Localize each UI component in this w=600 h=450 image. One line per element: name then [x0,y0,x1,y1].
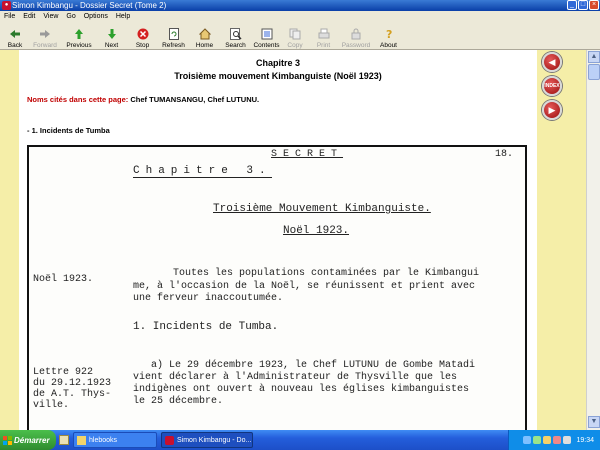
quick-launch-icon[interactable] [59,435,69,445]
document-page [19,50,537,430]
password-button[interactable]: Password [339,23,373,50]
tray-icon[interactable] [553,436,561,444]
menu-edit[interactable]: Edit [23,13,36,20]
window-controls [567,0,599,10]
menu-file[interactable]: File [4,13,16,20]
quick-launch [59,435,69,445]
scan-margin-date: Noël 1923. [33,274,94,285]
arrow-right-icon: ▶ [548,105,556,115]
tray-icon[interactable] [543,436,551,444]
scan-noel: Noël 1923. [283,225,350,237]
scan-secret: SECRET [271,149,344,160]
scan-section: 1. Incidents de Tumba. [133,321,279,333]
start-button[interactable]: Démarrer [0,430,56,450]
app-icon [165,436,174,445]
cited-names-value: Chef TUMANSANGU, Chef LUTUNU. [130,95,260,104]
scan-page-number: 18. [495,149,514,160]
prev-page-button[interactable] [542,52,562,72]
minimize-button[interactable]: _ [567,0,577,10]
refresh-icon [168,28,180,40]
app-icon: ● [2,1,11,10]
print-button[interactable]: Print [308,23,339,50]
volume-icon[interactable] [563,436,571,444]
contents-icon [261,28,273,40]
print-icon [318,28,330,40]
chapter-subtitle: Troisième mouvement Kimbanguiste (Noël 1923) [174,71,382,81]
scan-lettre-2: du 29.12.1923 [33,378,112,389]
svg-text:?: ? [385,28,392,40]
forward-button[interactable]: Forward [28,23,62,50]
section-link[interactable]: - 1. Incidents de Tumba [27,126,110,135]
scroll-up-icon[interactable]: ▲ [588,51,600,63]
menu-options[interactable]: Options [83,13,108,20]
scan-lettre-1: Lettre 922 [33,367,94,378]
toolbar [0,23,600,50]
copy-button[interactable]: Copy [282,23,308,50]
back-button[interactable]: Back [2,23,28,50]
window-title: Simon Kimbangu - Dossier Secret (Tome 2) [12,1,167,10]
home-button[interactable]: Home [189,23,220,50]
scroll-down-icon[interactable]: ▼ [588,416,600,428]
back-arrow-icon [9,28,21,40]
scan-para2-line4: le 25 décembre. [133,396,224,407]
home-icon [199,28,211,40]
search-button[interactable]: Search [220,23,251,50]
menu-go[interactable]: Go [66,13,76,20]
close-button[interactable]: × [589,0,599,10]
next-button[interactable]: Next [96,23,127,50]
about-button[interactable]: ? About [380,28,397,49]
taskbar-item-hlebooks[interactable]: hlebooks [73,432,157,448]
stop-icon [137,28,149,40]
scan-para1-line3: une ferveur inaccoutumée. [133,293,284,304]
scan-para1-line1: Toutes les populations contaminées par le Kimbangui [173,268,480,279]
maximize-button[interactable]: □ [578,0,588,10]
stop-button[interactable]: Stop [127,23,158,50]
vertical-scrollbar[interactable] [586,50,600,430]
scan-heading: Troisième Mouvement Kimbanguiste. [213,203,431,215]
menu-help[interactable]: Help [115,13,131,20]
system-tray [508,430,600,450]
scan-lettre-4: ville. [33,400,70,411]
cited-names [27,95,259,104]
up-arrow-icon [73,28,85,40]
scan-para1-line2: me, à l'occasion de la Noël, se réunissent et prient avec [133,281,476,292]
scan-para2-line1: a) Le 29 décembre 1923, le Chef LUTUNU de Gombe Matadi [151,360,476,371]
network-icon[interactable] [523,436,531,444]
forward-arrow-icon [39,28,51,40]
scan-chapter: Chapitre 3. [133,165,272,177]
search-icon [230,28,242,40]
folder-icon [77,436,86,445]
down-arrow-icon [106,28,118,40]
contents-button[interactable]: Contents [251,23,282,50]
scan-para2-line3: indigènes ont ouvert à nouveau les églises kimbanguistes [133,384,470,395]
scanned-document [27,145,527,430]
scan-para2-line2: vient déclarer à l'Administrateur de Thysville que les [133,372,458,383]
taskbar-item-simon-kimbangu[interactable]: Simon Kimbangu - Do... [161,432,253,448]
scroll-thumb[interactable] [588,64,600,80]
password-icon [350,28,362,40]
index-button[interactable]: INDEX [542,76,562,96]
menu-view[interactable]: View [43,13,59,20]
title-bar [0,0,600,11]
chapter-title: Chapitre 3 [255,58,300,68]
main-area [0,50,600,430]
copy-icon [289,28,301,40]
arrow-left-icon: ◀ [548,57,556,67]
next-page-button[interactable] [542,100,562,120]
tray-icon[interactable] [533,436,541,444]
about-icon [383,28,395,40]
cited-names-label: Noms cités dans cette page: [27,95,129,104]
windows-flag-icon [3,436,12,445]
refresh-button[interactable]: Refresh [158,23,189,50]
menu-bar [0,11,600,23]
previous-button[interactable]: Previous [62,23,96,50]
taskbar [0,430,600,450]
clock: 19:34 [576,436,594,444]
scan-lettre-3: de A.T. Thys- [33,389,112,400]
